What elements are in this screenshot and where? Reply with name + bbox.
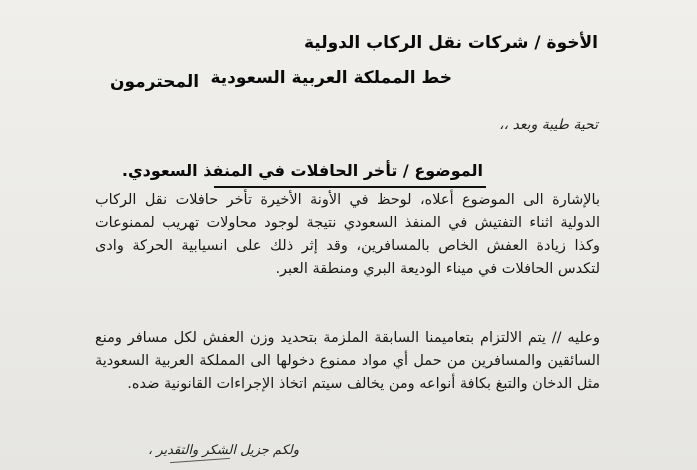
respected-label: المحترمون (110, 72, 200, 92)
closing-line: ولكم جزيل الشكر والتقدير ، (148, 443, 299, 458)
subject-line: الموضوع / تأخر الحافلات في المنفذ السعودي. (121, 161, 483, 180)
signature-stroke (170, 458, 230, 463)
greeting: تحية طيبة وبعد ،، (499, 117, 598, 133)
paragraph-1: بالإشارة الى الموضوع أعلاه، لوحظ في الأونة الأخيرة تأخر حافلات نقل الركاب الدولية اثناء التفتيش في المنفذ السعودي نتيجة لوجود محاولات تهريب لممنوعات وكذا زيادة العفش الخاص بالمسافرين، وقد إثر ذلك على انسيابية الحركة وادى لتكدس الحافلات في ميناء الوديعة البري ومنطقة العبر. (95, 192, 600, 277)
addressee-line-1: الأخوة / شركات نقل الركاب الدولية (303, 33, 598, 53)
paragraph-2: وعليه // يتم الالتزام بتعاميمنا السابقة الملزمة بتحديد وزن العفش لكل مسافر ومنع السائقين والمسافرين من حمل أي مواد ممنوع دخولها الى المملكة العربية السعودية مثل الدخان والتبغ بكافة أنواعه ومن يخالف سيتم اتخاذ الإجراءات القانونية ضده. (95, 330, 600, 392)
subject-underline (214, 186, 486, 188)
addressee-line-2: خط المملكة العربية السعودية (210, 68, 452, 88)
